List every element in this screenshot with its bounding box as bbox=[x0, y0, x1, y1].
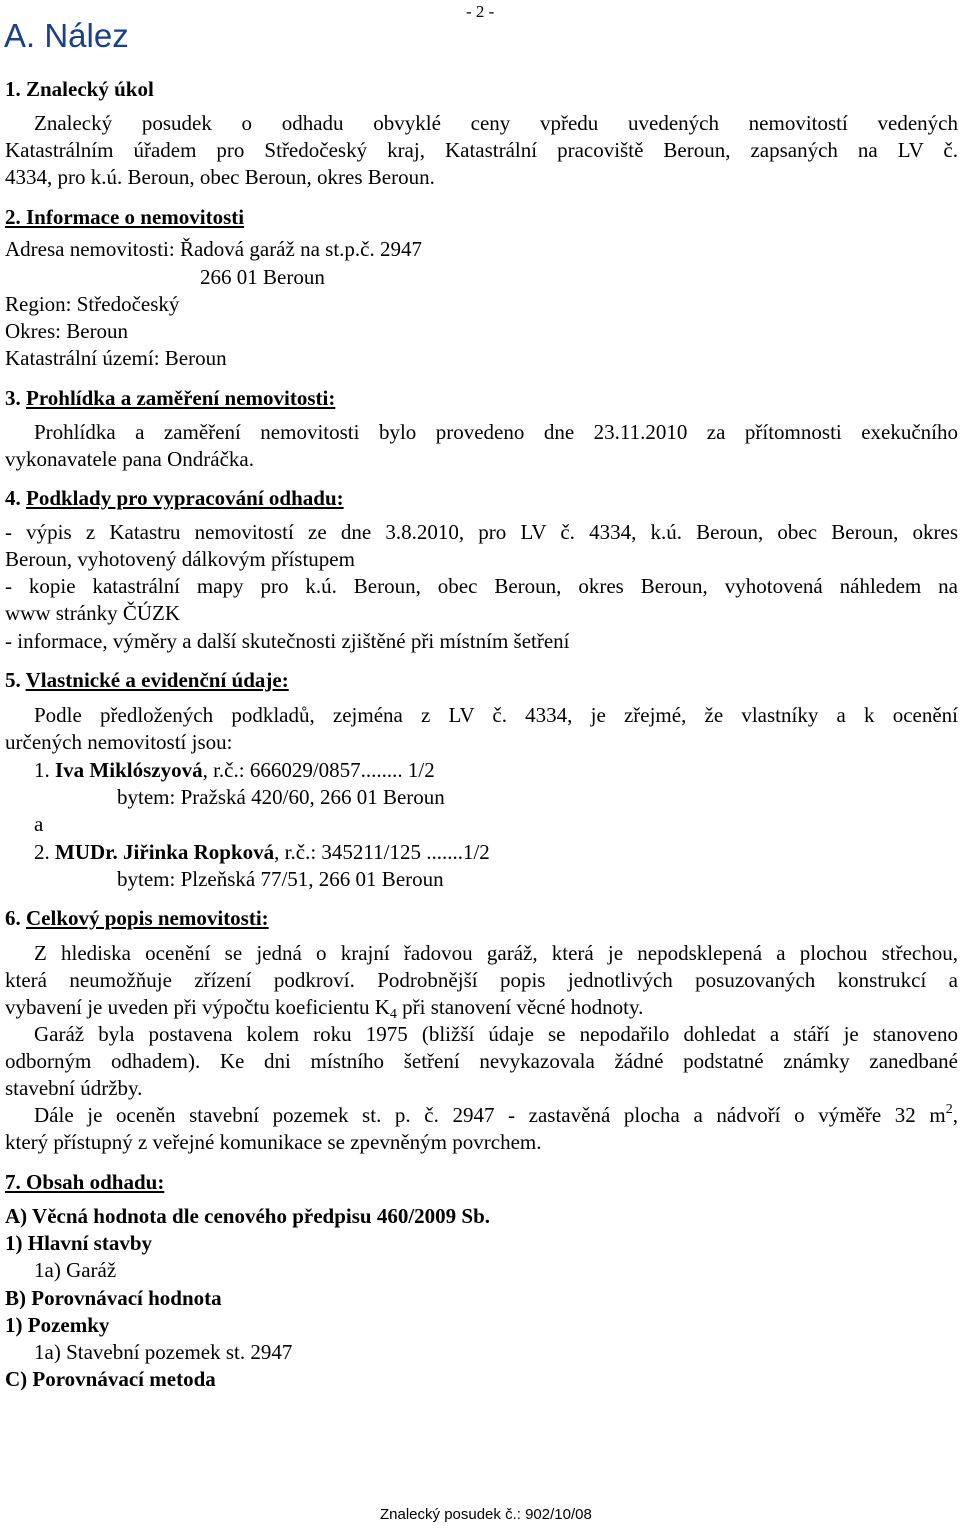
section-1-line: Znalecký posudek o odhadu obvyklé ceny vpředu uvedených nemovitostí vedených bbox=[34, 111, 958, 135]
section-5-number: 5. bbox=[5, 668, 21, 692]
section-1-line: 4334, pro k.ú. Beroun, obec Beroun, okres Beroun. bbox=[5, 165, 435, 189]
page-number: - 2 - bbox=[466, 2, 495, 21]
section-6-line: která neumožňuje zřízení podkroví. Podrobnější popis jednotlivých posuzovaných konstrukcí a bbox=[5, 968, 958, 992]
section-6-number: 6. bbox=[5, 906, 21, 930]
owner-1-number: 1. bbox=[34, 758, 50, 782]
section-5-line: určených nemovitostí jsou: bbox=[5, 730, 233, 754]
section-4-line: - informace, výměry a další skutečnosti zjištěné při místním šetření bbox=[5, 629, 570, 653]
section-1-line: Katastrálním úřadem pro Středočeský kraj, Katastrální pracoviště Beroun, zapsaných na LV č. bbox=[5, 138, 958, 162]
section-2-heading bbox=[5, 204, 244, 231]
section-6-text: Dále je oceněn stavební pozemek st. p. č. 2947 - zastavěná plocha a nádvoří o výměře 32 m bbox=[34, 1103, 946, 1127]
section-4-heading bbox=[5, 485, 344, 512]
owner-1 bbox=[34, 757, 435, 784]
section-2-heading-text: 2. Informace o nemovitosti bbox=[5, 205, 245, 229]
section-6-line bbox=[5, 1102, 958, 1129]
owner-2-address: bytem: Plzeňská 77/51, 266 01 Beroun bbox=[117, 867, 444, 891]
content-item: B) Porovnávací hodnota bbox=[5, 1286, 222, 1310]
owner-2-name: MUDr. Jiřinka Ropková bbox=[55, 840, 275, 864]
owner-1-details: , r.č.: 666029/0857........ 1/2 bbox=[202, 758, 435, 782]
address-line-2: 266 01 Beroun bbox=[200, 265, 325, 289]
section-4-line: Beroun, vyhotovený dálkovým přístupem bbox=[5, 547, 355, 571]
owners-and: a bbox=[34, 812, 44, 836]
content-item: A) Věcná hodnota dle cenového předpisu 460/2009 Sb. bbox=[5, 1204, 491, 1228]
section-4-line: www stránky ČÚZK bbox=[5, 601, 180, 625]
content-item: C) Porovnávací metoda bbox=[5, 1367, 216, 1391]
section-7-heading-text: 7. Obsah odhadu: bbox=[5, 1170, 165, 1194]
owner-1-address: bytem: Pražská 420/60, 266 01 Beroun bbox=[117, 785, 445, 809]
owner-1-name: Iva Miklószyová bbox=[55, 758, 203, 782]
document-title: A. Nález bbox=[4, 17, 129, 54]
section-5-heading bbox=[5, 667, 289, 694]
superscript: 2 bbox=[945, 1102, 953, 1117]
section-4-line: - kopie katastrální mapy pro k.ú. Beroun, obec Beroun, okres Beroun, vyhotovená náhledem na bbox=[5, 574, 958, 598]
section-1-heading: 1. Znalecký úkol bbox=[5, 77, 154, 101]
region-line: Region: Středočeský bbox=[5, 292, 180, 316]
section-6-text: při stanovení věcné hodnoty. bbox=[396, 995, 644, 1019]
section-3-heading bbox=[5, 385, 335, 412]
katastr-line: Katastrální území: Beroun bbox=[5, 346, 227, 370]
section-6-text: vybavení je uveden při výpočtu koeficientu K bbox=[5, 995, 390, 1019]
okres-line: Okres: Beroun bbox=[5, 319, 129, 343]
section-6-heading bbox=[5, 905, 269, 932]
address-line-1: Adresa nemovitosti: Řadová garáž na st.p.č. 2947 bbox=[5, 237, 422, 261]
footer-reference: Znalecký posudek č.: 902/10/08 bbox=[380, 1506, 592, 1523]
owner-2 bbox=[34, 839, 490, 866]
section-4-line: - výpis z Katastru nemovitostí ze dne 3.8.2010, pro LV č. 4334, k.ú. Beroun, obec Beroun, okres bbox=[5, 520, 958, 544]
content-item: 1a) Stavební pozemek st. 2947 bbox=[34, 1340, 293, 1364]
content-item: 1) Hlavní stavby bbox=[5, 1231, 153, 1255]
section-6-line bbox=[5, 994, 958, 1021]
section-3-line: Prohlídka a zaměření nemovitosti bylo provedeno dne 23.11.2010 za přítomnosti exekučního bbox=[34, 420, 958, 444]
content-item: 1) Pozemky bbox=[5, 1313, 110, 1337]
section-3-line: vykonavatele pana Ondráčka. bbox=[5, 447, 254, 471]
section-3-number: 3. bbox=[5, 386, 21, 410]
section-7-heading bbox=[5, 1169, 164, 1196]
owner-2-number: 2. bbox=[34, 840, 50, 864]
content-item: 1a) Garáž bbox=[34, 1258, 117, 1282]
section-6-heading-text: Celkový popis nemovitosti: bbox=[26, 906, 269, 930]
section-6-text: , bbox=[952, 1103, 958, 1127]
subscript: 4 bbox=[389, 1007, 397, 1022]
section-4-heading-text: Podklady pro vypracování odhadu: bbox=[26, 486, 344, 510]
section-5-heading-text: Vlastnické a evidenční údaje: bbox=[25, 668, 289, 692]
section-3-heading-text: Prohlídka a zaměření nemovitosti: bbox=[26, 386, 336, 410]
section-4-number: 4. bbox=[5, 486, 21, 510]
section-5-line: Podle předložených podkladů, zejména z LV č. 4334, je zřejmé, že vlastníky a k ocenění bbox=[34, 703, 958, 727]
owner-2-details: , r.č.: 345211/125 .......1/2 bbox=[274, 840, 490, 864]
section-6-line: stavební údržby. bbox=[5, 1076, 143, 1100]
section-6-line: odborným odhadem). Ke dni místního šetření nevykazovala žádné podstatné známky zanedbané bbox=[5, 1049, 958, 1073]
section-6-line: který přístupný z veřejné komunikace se zpevněným povrchem. bbox=[5, 1130, 542, 1154]
section-6-line: Z hlediska ocenění se jedná o krajní řadovou garáž, která je nepodsklepená a plochou střechou, bbox=[34, 941, 958, 965]
section-6-line: Garáž byla postavena kolem roku 1975 (bližší údaje se nepodařilo dohledat a stáří je stanoveno bbox=[34, 1022, 958, 1046]
